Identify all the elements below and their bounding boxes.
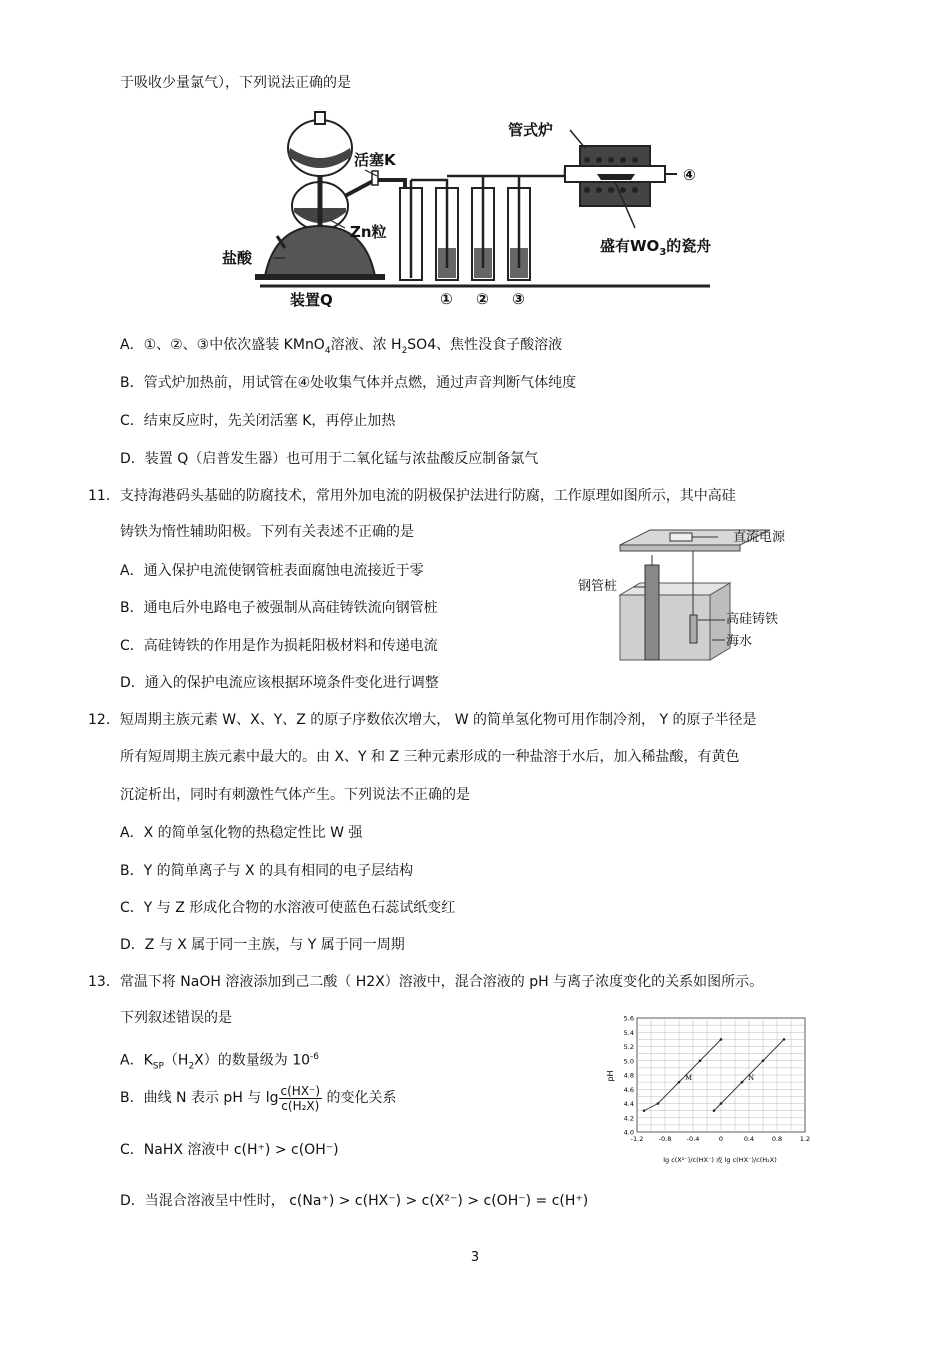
ph-chart bbox=[605, 1010, 820, 1170]
y-tick-label: 4.8 bbox=[623, 1071, 634, 1080]
label-zn: Zn粒 bbox=[350, 223, 387, 241]
data-point bbox=[720, 1038, 723, 1041]
log-fraction: $\frac{c(HX^-)}{\text{c(H₂X)}}$ bbox=[280, 1083, 321, 1113]
q12-option-d: D．Z 与 X 属于同一主族，与 Y 属于同一周期 bbox=[120, 937, 405, 953]
q10-option-b: B．管式炉加热前，用试管在④处收集气体并点燃，通过声音判断气体纯度 bbox=[120, 375, 577, 391]
data-point bbox=[699, 1059, 702, 1062]
data-point bbox=[720, 1102, 723, 1105]
y-tick-label: 4.6 bbox=[623, 1085, 634, 1094]
x-tick-label: 0.8 bbox=[771, 1135, 783, 1143]
q13-option-d: D．当混合溶液呈中性时， c(Na⁺) > c(HX⁻) > c(X²⁻) > c(OH⁻) = c(H⁺) bbox=[120, 1193, 589, 1209]
q13-option-a: A．$K_{SP}(H_2X)$的数量级为 $10^{-6}$ bbox=[120, 1052, 320, 1072]
x-tick-label: 0 bbox=[718, 1135, 724, 1143]
data-point bbox=[741, 1081, 744, 1084]
x-tick-label: 0.4 bbox=[743, 1135, 755, 1143]
label-steel-pile: 钢管桩 bbox=[578, 579, 618, 594]
q10-option-a: A．①、②、③中依次盛装 KMnO$_4$溶液、浓 $H_2SO4$、焦性没食子酸溶液 bbox=[120, 337, 563, 356]
y-tick-label: 5.0 bbox=[623, 1057, 634, 1066]
y-tick-label: 5.2 bbox=[623, 1043, 634, 1051]
kipp-generator bbox=[255, 112, 385, 280]
q11-stem-line-2: 铸铁为惰性辅助阳极。下列有关表述不正确的是 bbox=[120, 524, 414, 540]
series-label-N: N bbox=[748, 1074, 755, 1083]
label-boat: 盛有$WO_3$的瓷舟 bbox=[600, 237, 712, 258]
label-silicon-iron: 高硅铸铁 bbox=[726, 612, 779, 627]
q12-option-b: B．Y 的简单离子与 X 的具有相同的电子层结构 bbox=[120, 863, 414, 879]
q12-option-c: C．Y 与 Z 形成化合物的水溶液可使蓝色石蕊试纸变红 bbox=[120, 900, 456, 916]
data-point bbox=[713, 1109, 716, 1112]
y-tick-label: 4.2 bbox=[623, 1114, 634, 1123]
series-label-M: M bbox=[685, 1074, 693, 1083]
label-bottle-3: ③ bbox=[512, 290, 525, 308]
label-seawater: 海水 bbox=[726, 634, 753, 649]
label-bottle-1: ① bbox=[440, 290, 453, 308]
data-point bbox=[783, 1038, 786, 1041]
y-tick-label: 4.0 bbox=[623, 1128, 634, 1137]
q12-option-a: A．X 的简单氢化物的热稳定性比 W 强 bbox=[120, 825, 363, 841]
label-outlet-4: ④ bbox=[683, 166, 696, 184]
x-tick-label: -0.4 bbox=[686, 1135, 700, 1143]
apparatus-figure bbox=[215, 108, 715, 308]
q11-option-a: A．通入保护电流使钢管桩表面腐蚀电流接近于零 bbox=[120, 563, 424, 579]
q13-option-c: C．NaHX 溶液中 c(H⁺) > c(OH⁻) bbox=[120, 1142, 339, 1158]
q13-stem-line-2: 下列叙述错误的是 bbox=[120, 1010, 232, 1026]
y-tick-label: 5.6 bbox=[623, 1014, 634, 1023]
chart-y-label: pH bbox=[606, 1070, 615, 1082]
label-furnace: 管式炉 bbox=[508, 121, 554, 139]
label-dc-power: 直流电源 bbox=[733, 530, 786, 545]
q13-stem-line-1: 13．常温下将 NaOH 溶液添加到己二酸（ H2X）溶液中，混合溶液的 pH 与离子浓度变化的关系如图所示。 bbox=[88, 974, 764, 990]
page-number: 3 bbox=[470, 1250, 480, 1265]
q10-option-d: D．装置 Q（启普发生器）也可用于二氧化锰与浓盐酸反应制备氯气 bbox=[120, 451, 539, 467]
data-point bbox=[643, 1109, 646, 1112]
q12-stem-line-1: 12．短周期主族元素 W、X、Y、Z 的原子序数依次增大， W 的简单氢化物可用作制冷剂， Y 的原子半径是 bbox=[88, 712, 757, 728]
label-stopcock: 活塞K bbox=[354, 151, 396, 169]
q12-stem-line-3: 沉淀析出，同时有刺激性气体产生。下列说法不正确的是 bbox=[120, 787, 470, 803]
x-tick-label: -1.2 bbox=[630, 1135, 644, 1143]
data-point bbox=[678, 1081, 681, 1084]
q11-option-d: D．通入的保护电流应该根据环境条件变化进行调整 bbox=[120, 675, 439, 691]
q11-stem-line-1: 11．支持海港码头基础的防腐技术，常用外加电流的阴极保护法进行防腐，工作原理如图所示，其中高硅 bbox=[88, 488, 736, 504]
data-point bbox=[657, 1102, 660, 1105]
q10-option-c: C．结束反应时，先关闭活塞 K，再停止加热 bbox=[120, 413, 396, 429]
intro-text: 于吸收少量氯气），下列说法正确的是 bbox=[120, 75, 351, 91]
data-point bbox=[762, 1059, 765, 1062]
y-tick-label: 4.4 bbox=[623, 1100, 634, 1108]
q13-option-b: B．曲线 N 表示 pH 与 lg $\frac{c(HX^-)}{\text{c(H₂X)}}$ 的变化关系 bbox=[120, 1083, 397, 1113]
wash-bottles bbox=[400, 170, 570, 280]
q11-option-c: C．高硅铸铁的作用是作为损耗阳极材料和传递电流 bbox=[120, 638, 438, 654]
label-device-q: 装置Q bbox=[290, 291, 333, 309]
chart-x-label: lg c(X²⁻)/c(HX⁻) 或 lg c(HX⁻)/c(H₂X) bbox=[663, 1156, 777, 1164]
q12-stem-line-2: 所有短周期主族元素中最大的。由 X、Y 和 Z 三种元素形成的一种盐溶于水后，加入稀盐酸，有黄色 bbox=[120, 749, 740, 765]
y-tick-label: 5.4 bbox=[623, 1028, 634, 1037]
q11-option-b: B．通电后外电路电子被强制从高硅铸铁流向钢管桩 bbox=[120, 600, 438, 616]
label-bottle-2: ② bbox=[476, 290, 489, 308]
x-tick-label: 1.2 bbox=[799, 1135, 811, 1143]
x-tick-label: -0.8 bbox=[658, 1135, 672, 1143]
label-acid: 盐酸 bbox=[222, 249, 253, 267]
tube-furnace bbox=[565, 130, 677, 228]
